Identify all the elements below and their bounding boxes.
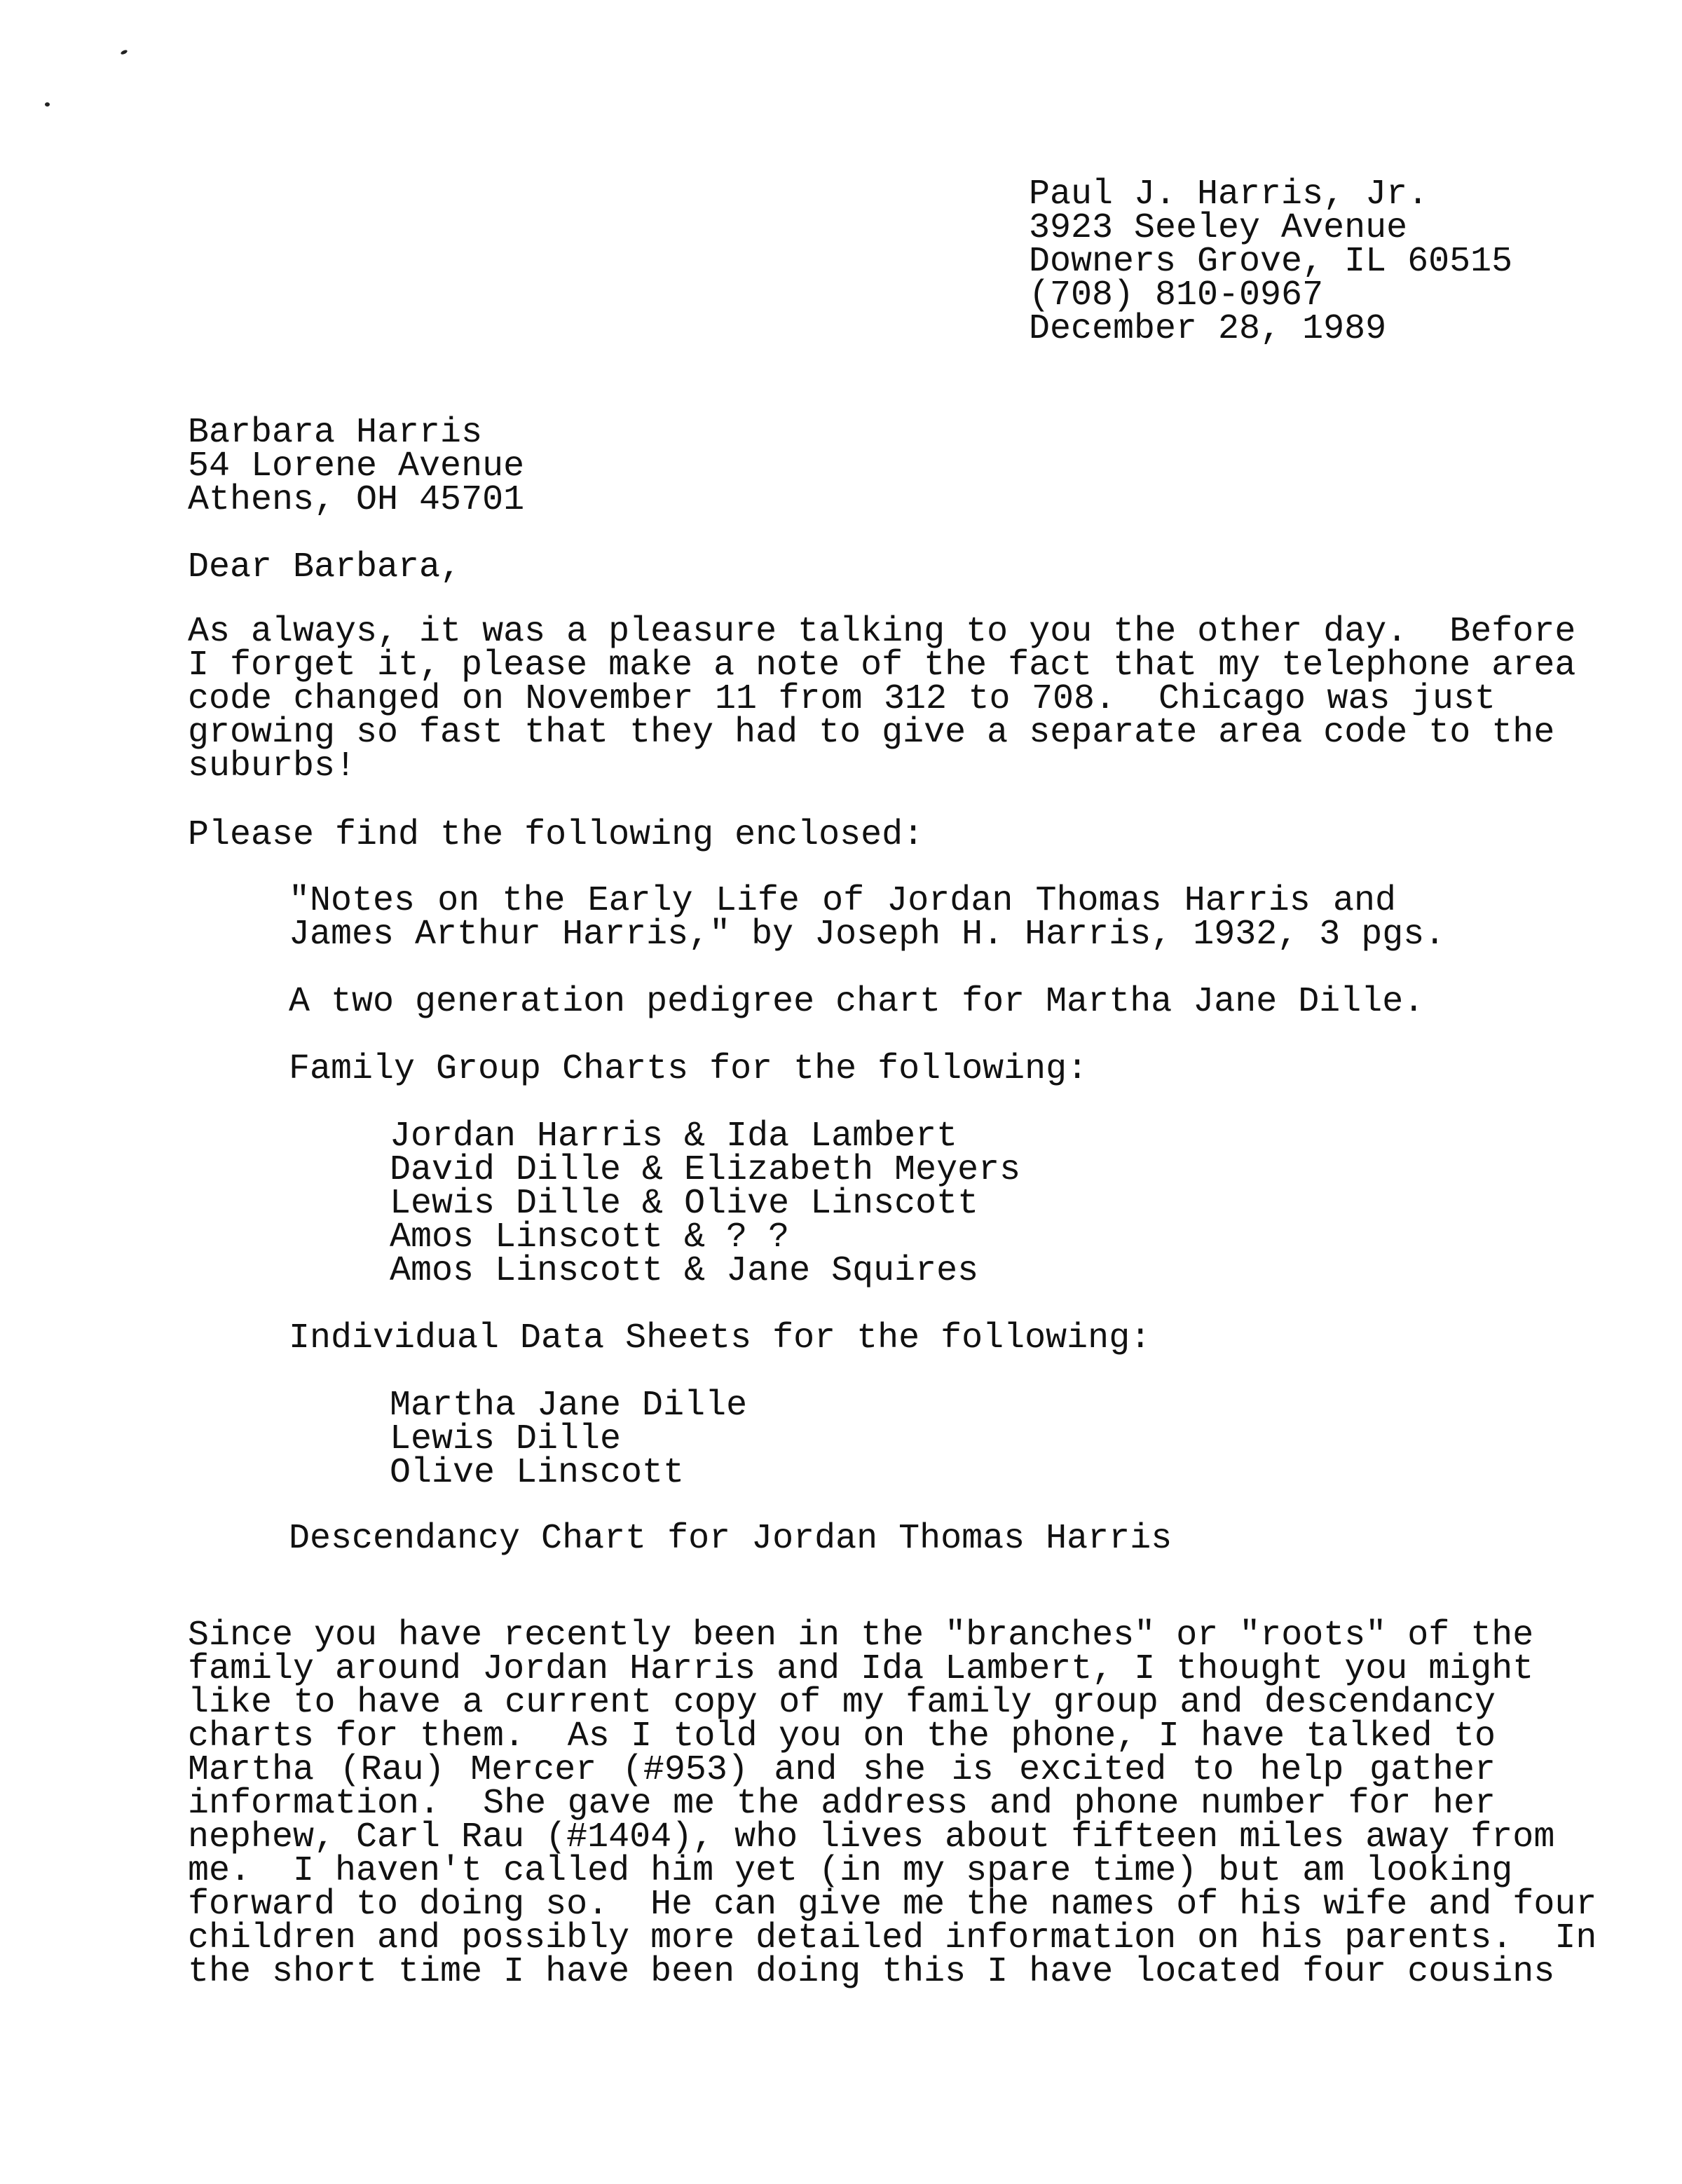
paragraph-line: As always, it was a pleasure talking to you the other day. Before bbox=[188, 612, 1576, 652]
sender-address bbox=[1029, 175, 1513, 349]
recipient-address bbox=[188, 413, 525, 520]
paragraph-line: forward to doing so. He can give me the names of his wife and four bbox=[188, 1885, 1597, 1925]
list-item: Lewis Dille bbox=[390, 1419, 622, 1459]
recipient-street: 54 Lorene Avenue bbox=[188, 446, 525, 486]
list-item: Jordan Harris & Ida Lambert bbox=[390, 1117, 958, 1156]
enclosure-line: "Notes on the Early Life of Jordan Thomas Harris and bbox=[289, 881, 1396, 921]
sender-name: Paul J. Harris, Jr. bbox=[1029, 175, 1429, 214]
paragraph-area-code bbox=[188, 612, 1576, 786]
recipient-name: Barbara Harris bbox=[188, 413, 483, 453]
list-item: Amos Linscott & ? ? bbox=[390, 1217, 790, 1257]
ink-speck bbox=[120, 49, 128, 55]
ink-speck bbox=[45, 102, 50, 107]
paragraph-line: children and possibly more detailed information on his parents. In bbox=[188, 1918, 1597, 1958]
paragraph-line: me. I haven't called him yet (in my spare time) but am looking bbox=[188, 1851, 1513, 1891]
recipient-city: Athens, OH 45701 bbox=[188, 480, 525, 520]
list-item: Lewis Dille & Olive Linscott bbox=[390, 1184, 979, 1224]
paragraph-line: growing so fast that they had to give a separate area code to the bbox=[188, 713, 1555, 753]
enclosure-line: James Arthur Harris," by Joseph H. Harris, 1932, 3 pgs. bbox=[289, 915, 1446, 955]
paragraph-line: family around Jordan Harris and Ida Lambert, I thought you might bbox=[188, 1649, 1534, 1689]
paragraph-line: I forget it, please make a note of the fact that my telephone area bbox=[188, 646, 1576, 685]
salutation: Dear Barbara, bbox=[188, 547, 462, 587]
letter-date: December 28, 1989 bbox=[1029, 309, 1387, 349]
list-item: Martha Jane Dille bbox=[390, 1386, 748, 1426]
paragraph-line: like to have a current copy of my family group and descendancy bbox=[188, 1683, 1496, 1723]
enclosure-descendancy: Descendancy Chart for Jordan Thomas Harris bbox=[289, 1519, 1172, 1559]
data-sheets-list bbox=[390, 1386, 748, 1493]
family-group-heading: Family Group Charts for the following: bbox=[289, 1049, 1088, 1089]
sender-city: Downers Grove, IL 60515 bbox=[1029, 242, 1513, 282]
paragraph-line: information. She gave me the address and phone number for her bbox=[188, 1784, 1496, 1824]
data-sheets-heading: Individual Data Sheets for the following: bbox=[289, 1318, 1151, 1358]
paragraph-line: suburbs! bbox=[188, 746, 357, 786]
paragraph-line: Martha (Rau) Mercer (#953) and she is excited to help gather bbox=[188, 1750, 1496, 1790]
paragraph-family-research bbox=[188, 1616, 1597, 1992]
list-item: Olive Linscott bbox=[390, 1453, 685, 1493]
list-item: David Dille & Elizabeth Meyers bbox=[390, 1150, 1021, 1190]
sender-phone: (708) 810-0967 bbox=[1029, 275, 1324, 315]
enclosure-notes bbox=[289, 881, 1446, 955]
paragraph-line: the short time I have been doing this I have located four cousins bbox=[188, 1952, 1555, 1992]
sender-street: 3923 Seeley Avenue bbox=[1029, 208, 1408, 248]
list-item: Amos Linscott & Jane Squires bbox=[390, 1251, 979, 1291]
enclosures-intro: Please find the following enclosed: bbox=[188, 815, 924, 855]
enclosure-pedigree: A two generation pedigree chart for Martha Jane Dille. bbox=[289, 982, 1425, 1022]
paragraph-line: Since you have recently been in the "branches" or "roots" of the bbox=[188, 1616, 1534, 1656]
family-group-list bbox=[390, 1117, 1021, 1291]
paragraph-line: nephew, Carl Rau (#1404), who lives about fifteen miles away from bbox=[188, 1817, 1555, 1857]
paragraph-line: code changed on November 11 from 312 to 708. Chicago was just bbox=[188, 679, 1496, 719]
paragraph-line: charts for them. As I told you on the phone, I have talked to bbox=[188, 1717, 1496, 1756]
